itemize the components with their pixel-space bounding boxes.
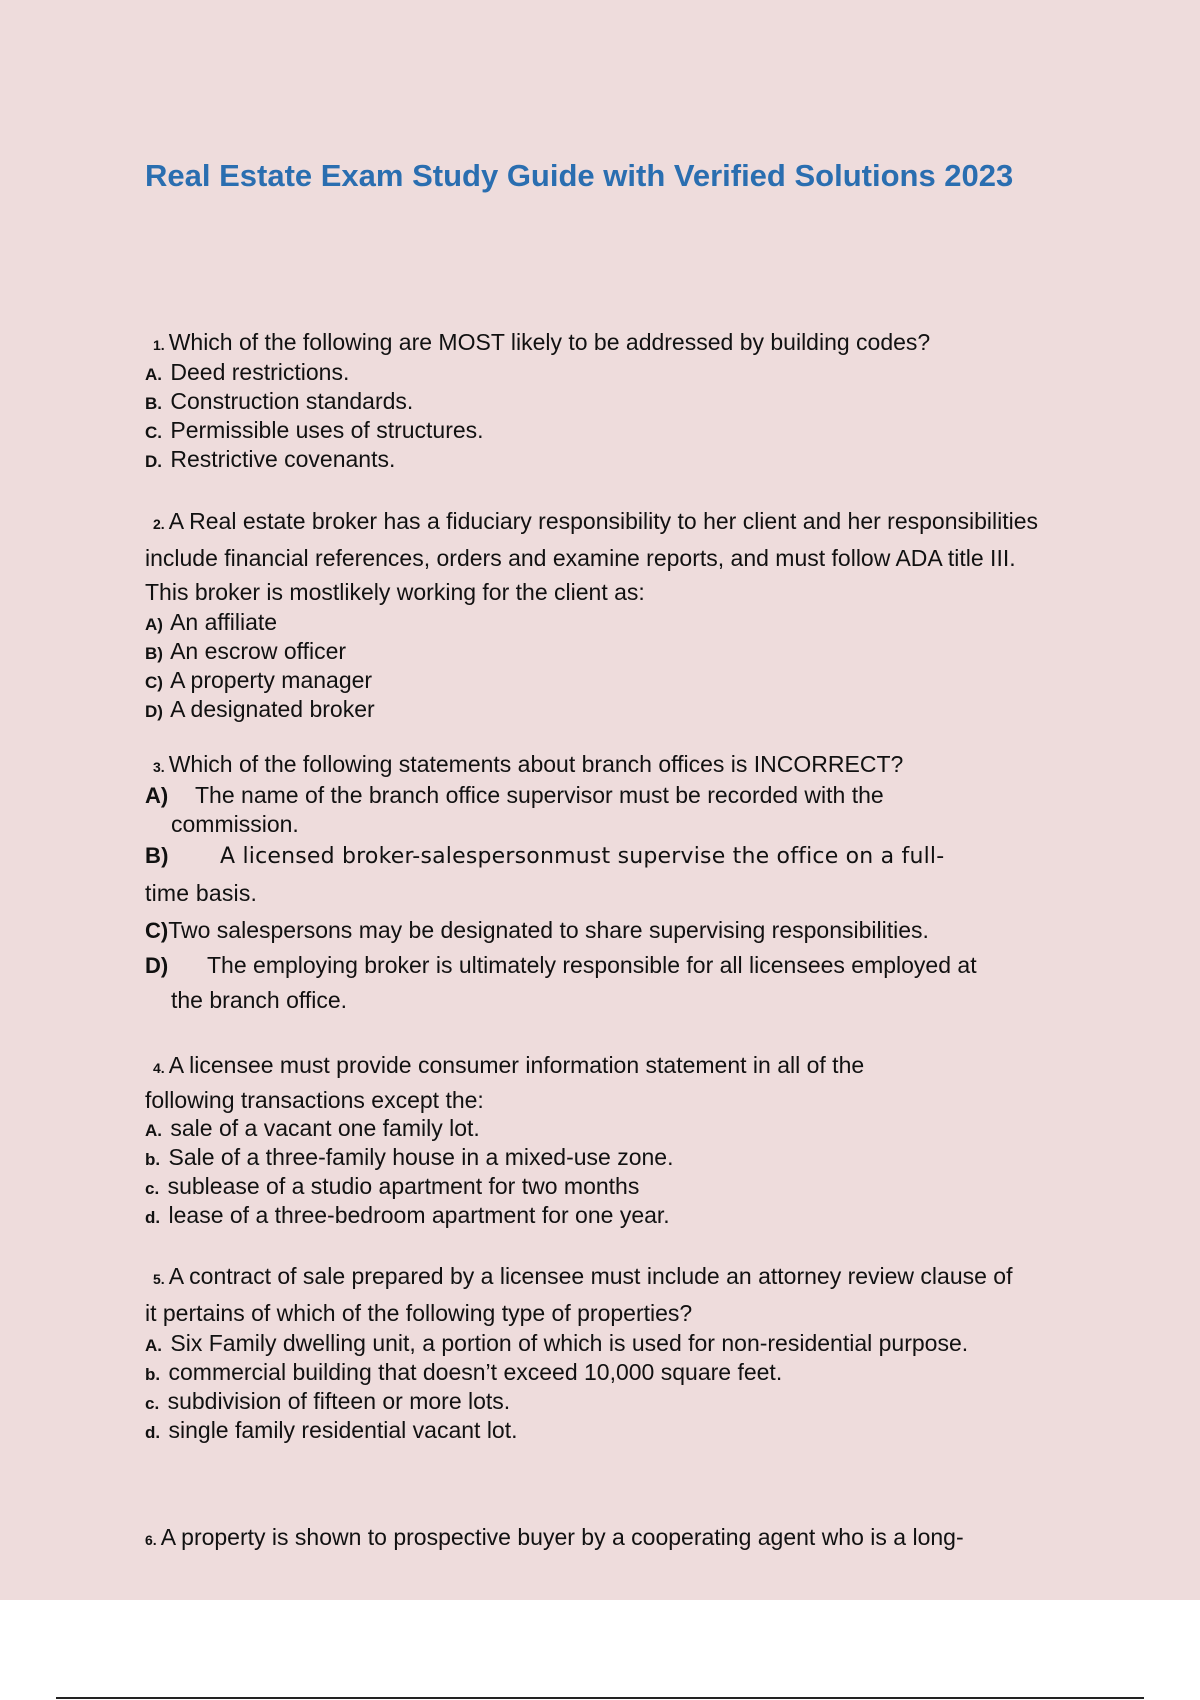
question-number: 1. — [153, 337, 165, 353]
answer-option: d. single family residential vacant lot. — [145, 1417, 518, 1443]
question-4 — [145, 1048, 1085, 1231]
answer-option: b. commercial building that doesn’t exceed 10,000 square feet. — [145, 1359, 783, 1385]
answer-option: B) An escrow officer — [145, 638, 347, 664]
answer-option: A) The name of the branch office supervisor must be recorded with the commission. — [145, 782, 884, 837]
question-stem: 6. A property is shown to prospective buyer by a cooperating agent who is a long- — [145, 1524, 964, 1550]
question-stem: 3. Which of the following statements about branch offices is INCORRECT? — [153, 751, 904, 777]
question-6 — [145, 1524, 1085, 1554]
answer-option: A) An affiliate — [145, 609, 278, 635]
question-stem-continued: following transactions except the: — [145, 1087, 484, 1113]
question-stem: 4. A licensee must provide consumer information statement in all of the — [153, 1052, 865, 1078]
answer-option: B) A licensed broker-salespersonmust supervise the office on a full- time basis. — [145, 843, 945, 906]
answer-option: b. Sale of a three-family house in a mixed-use zone. — [145, 1144, 674, 1170]
document-title: Real Estate Exam Study Guide with Verified Solutions 2023 — [145, 158, 1014, 193]
answer-option: A. Six Family dwelling unit, a portion of which is used for non-residential purpose. — [145, 1330, 969, 1356]
answer-option: C. Permissible uses of structures. — [145, 417, 484, 443]
answer-option: C)Two salespersons may be designated to share supervising responsibilities. — [145, 917, 929, 943]
question-5 — [145, 1259, 1025, 1446]
answer-option: D) A designated broker — [145, 696, 375, 722]
answer-option: D) The employing broker is ultimately responsible for all licensees employed at the branch office. — [145, 952, 977, 1013]
answer-option: D. Restrictive covenants. — [145, 446, 396, 472]
answer-option: c. subdivision of fifteen or more lots. — [145, 1388, 511, 1414]
question-number: 4. — [153, 1060, 165, 1076]
answer-option: C) A property manager — [145, 667, 373, 693]
question-number: 6. — [145, 1532, 157, 1548]
answer-option: c. sublease of a studio apartment for two months — [145, 1173, 640, 1199]
answer-option: d. lease of a three-bedroom apartment for one year. — [145, 1202, 670, 1228]
question-number: 2. — [153, 516, 165, 532]
answer-option: B. Construction standards. — [145, 388, 414, 414]
question-stem: 1. Which of the following are MOST likely to be addressed by building codes? — [153, 329, 931, 355]
question-3 — [145, 751, 1085, 1017]
question-number: 3. — [153, 759, 165, 775]
answer-option: A. Deed restrictions. — [145, 359, 350, 385]
question-number: 5. — [153, 1271, 165, 1287]
question-1 — [145, 329, 1085, 475]
question-2 — [145, 504, 1045, 725]
question-stem: 2. A Real estate broker has a fiduciary responsibility to her client and her responsibilities include financial references, orders and examine reports, and must follow ADA title III. This broker is mostlikely working for the client as: — [145, 508, 1039, 605]
footer-divider — [56, 1697, 1144, 1699]
question-stem: 5. A contract of sale prepared by a licensee must include an attorney review clause of it pertains of which of the following type of properties? — [145, 1263, 1013, 1326]
answer-option: A. sale of a vacant one family lot. — [145, 1115, 480, 1141]
